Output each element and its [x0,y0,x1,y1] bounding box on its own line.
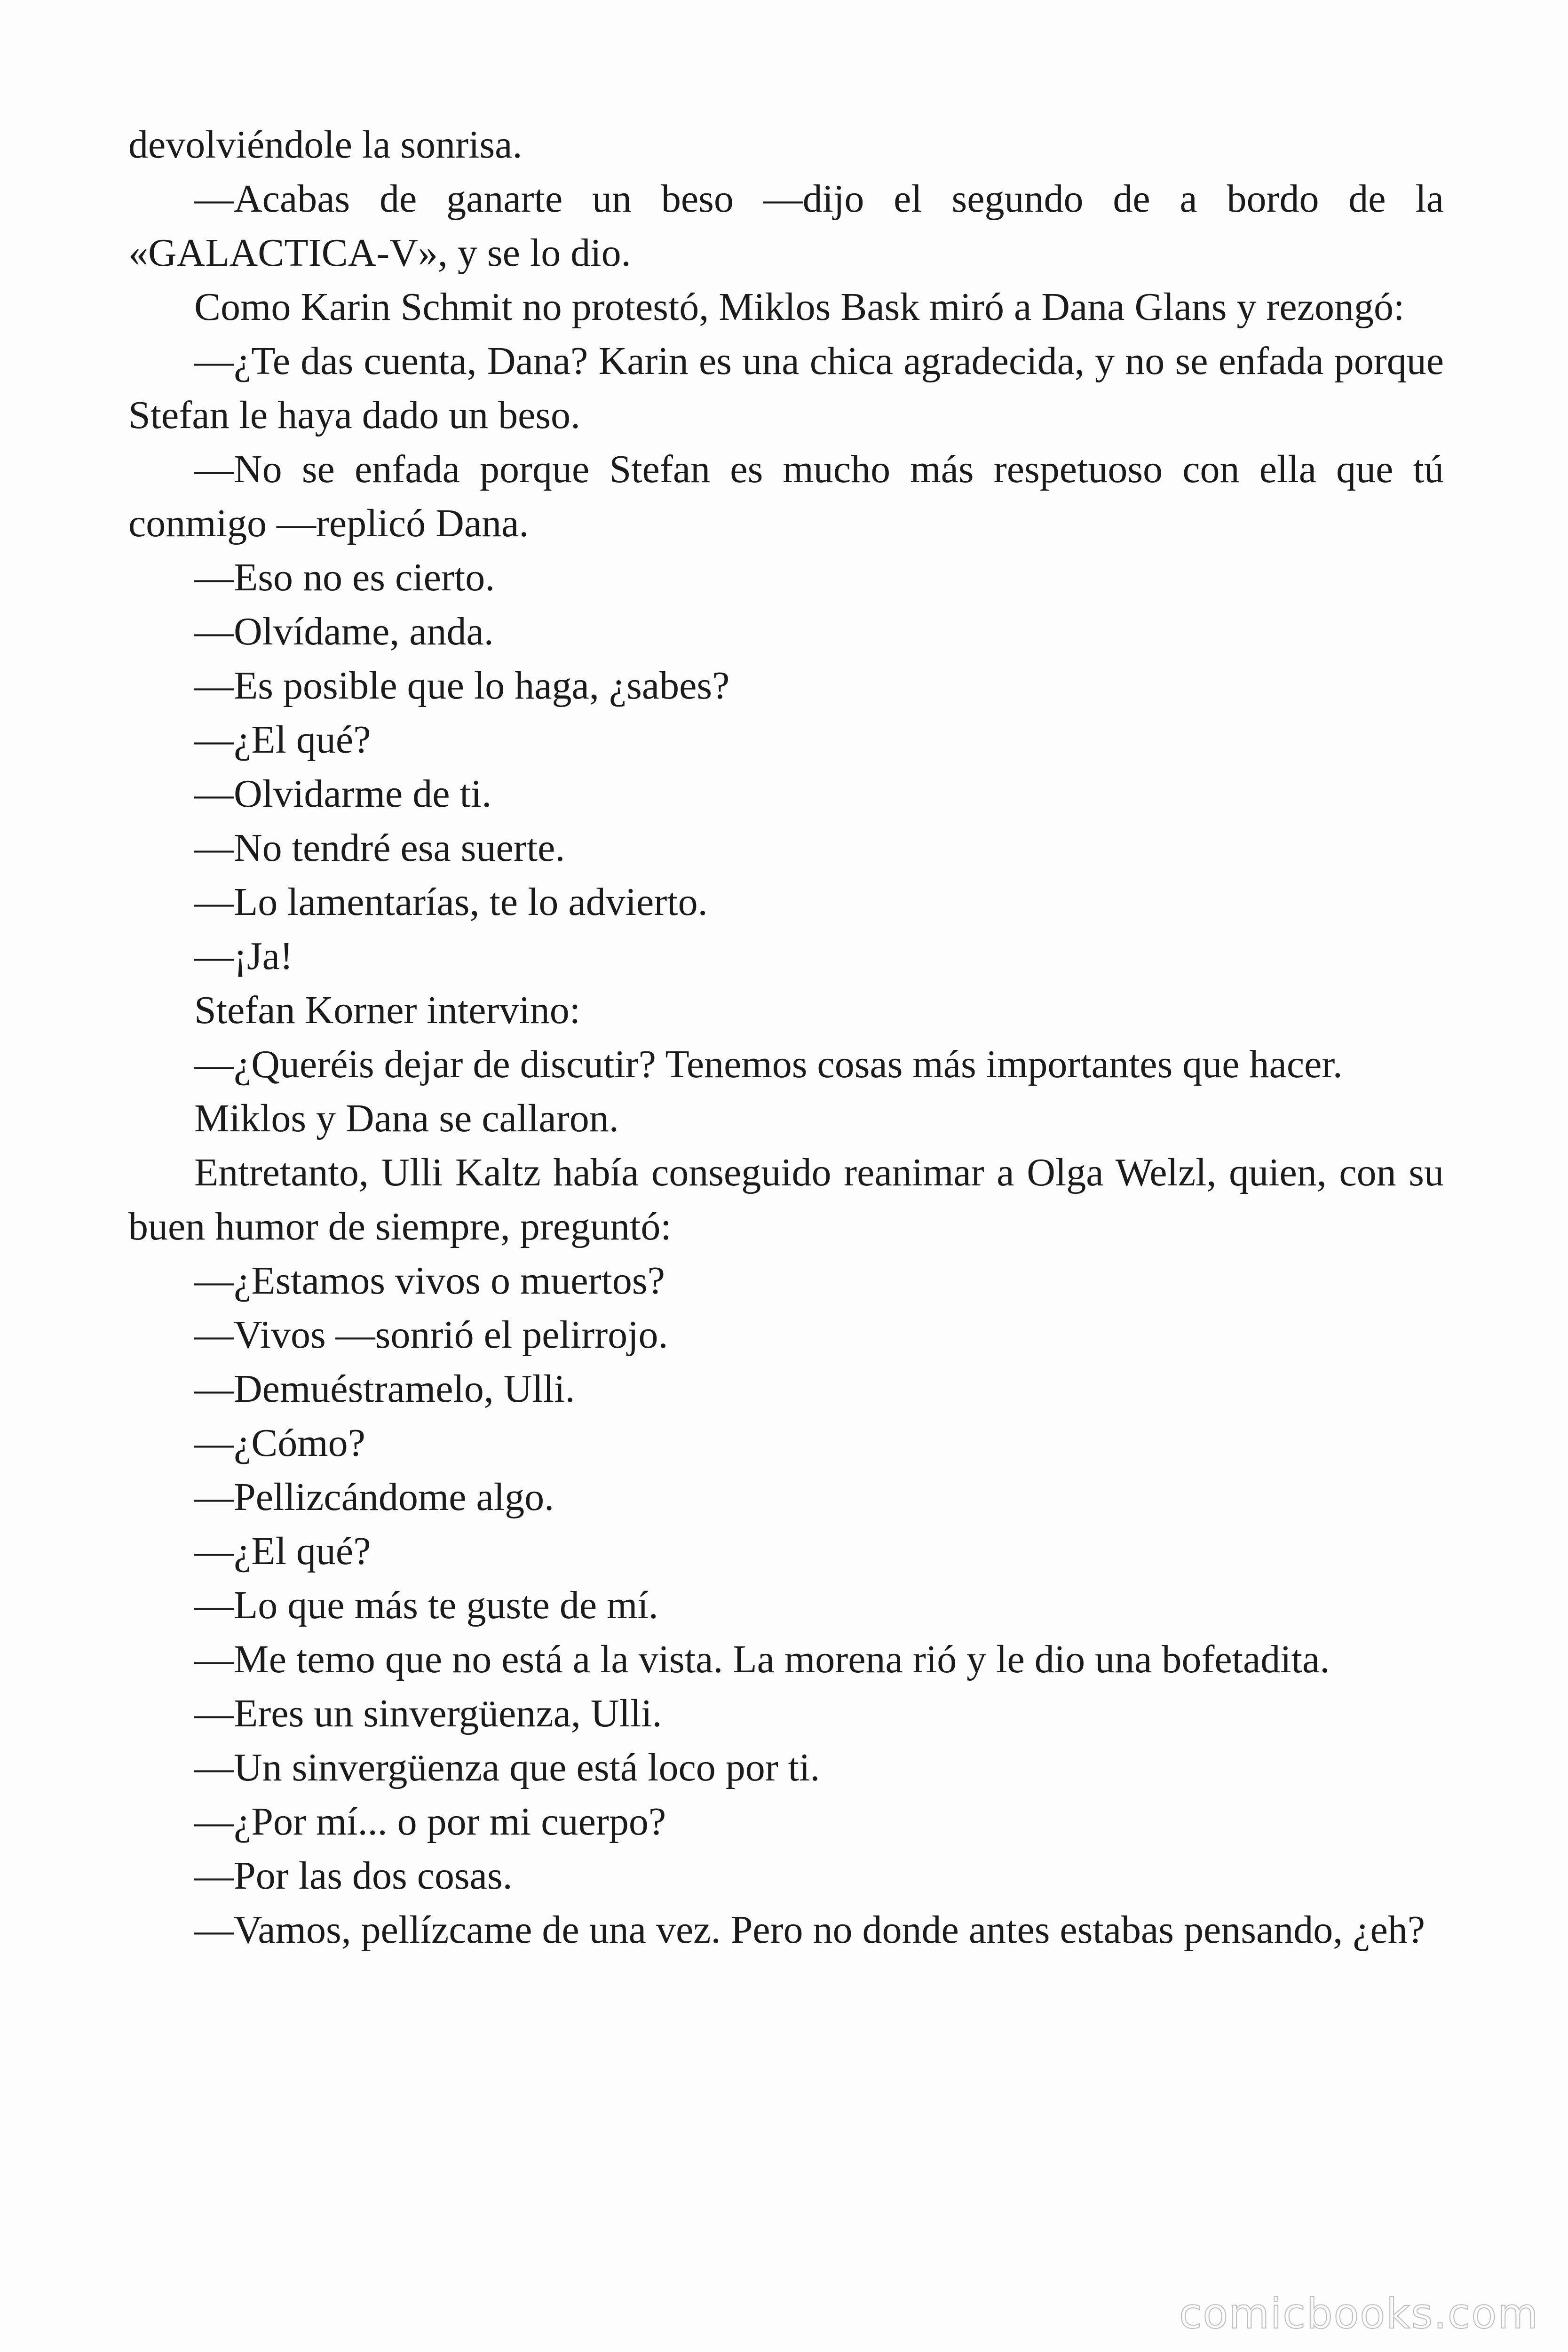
paragraph: —Eres un sinvergüenza, Ulli. [194,1692,662,1735]
paragraph: —Es posible que lo haga, ¿sabes? [194,664,730,707]
book-page-text [128,118,1444,1957]
paragraph: —¡Ja! [194,934,293,978]
paragraph: —¿El qué? [194,718,371,762]
paragraph: Miklos y Dana se callaron. [194,1097,619,1140]
paragraph: —Vivos —sonrió el pelirrojo. [194,1313,668,1357]
paragraph: —No se enfada porque Stefan es mucho más respetuoso con ella que tú conmigo —replicó Dana. [128,447,1444,545]
paragraph: —Demuéstramelo, Ulli. [194,1367,575,1411]
paragraph: devolviéndole la sonrisa. [128,123,523,167]
paragraph: —Lo lamentarías, te lo advierto. [194,880,708,924]
paragraph: —Acabas de ganarte un beso —dijo el segundo de a bordo de la «GALACTICA-V», y se lo dio. [128,177,1444,275]
paragraph: —¿Estamos vivos o muertos? [194,1259,665,1303]
paragraph: —Vamos, pellízcame de una vez. Pero no donde antes estabas pensando, ¿eh? [194,1908,1425,1952]
paragraph: —Olvídame, anda. [194,610,494,653]
paragraph: Stefan Korner intervino: [194,988,581,1032]
paragraph: —Un sinvergüenza que está loco por ti. [194,1746,820,1789]
paragraph: —Me temo que no está a la vista. La morena rió y le dio una bofetadita. [194,1637,1330,1681]
paragraph: —Pellizcándome algo. [194,1475,554,1519]
paragraph: —¿Por mí... o por mi cuerpo? [194,1800,666,1843]
paragraph: —¿Queréis dejar de discutir? Tenemos cosas más importantes que hacer. [194,1042,1343,1086]
paragraph: Como Karin Schmit no protestó, Miklos Bask miró a Dana Glans y rezongó: [194,285,1405,329]
paragraph: Entretanto, Ulli Kaltz había conseguido reanimar a Olga Welzl, quien, con su buen humor de siempre, preguntó: [128,1151,1444,1248]
paragraph: —¿El qué? [194,1529,371,1573]
paragraph: —Olvidarme de ti. [194,772,492,816]
paragraph: —¿Cómo? [194,1421,365,1465]
paragraph: —¿Te das cuenta, Dana? Karin es una chica agradecida, y no se enfada porque Stefan le haya dado un beso. [128,339,1444,437]
paragraph: —Por las dos cosas. [194,1854,513,1898]
paragraph: —Eso no es cierto. [194,556,495,599]
paragraph: —No tendré esa suerte. [194,826,565,870]
paragraph: —Lo que más te guste de mí. [194,1583,658,1627]
watermark: comicbooks.com [1179,2289,1539,2338]
